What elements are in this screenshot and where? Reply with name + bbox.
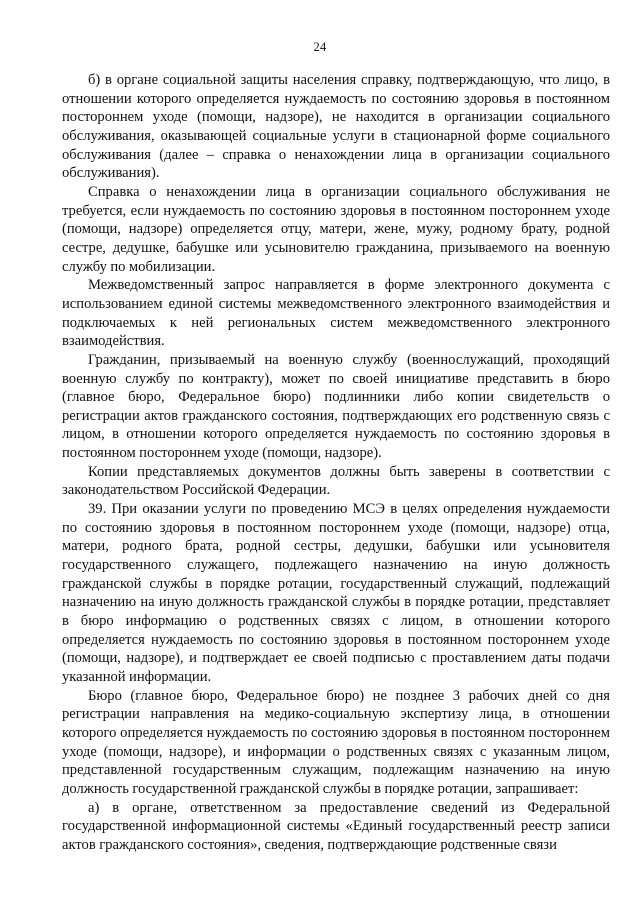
paragraph-a-registry-office: а) в органе, ответственном за предоставление сведений из Федеральной государственной информационной системы «Единый государственный реестр записи актов гражданского состояния», сведения, подтверждающие родственные связи	[62, 799, 610, 853]
paragraph-citizen-originals: Гражданин, призываемый на военную службу (военнослужащий, проходящий военную службу по контракту), может по своей инициативе представить в бюро (главное бюро, Федеральное бюро) подлинники либо копии свидетельств о регистрации актов гражданского состояния, подтверждающих его родственную связь с лицом, в отношении которого определяется нуждаемость по состоянию здоровья в постоянном постороннем уходе (помощи, надзоре).	[62, 351, 610, 462]
paragraph-39-rotation: 39. При оказании услуги по проведению МСЭ в целях определения нуждаемости по состоянию здоровья в постоянном постороннем уходе (помощи, надзоре) отца, матери, родного брата, родной сестры, дедушки, бабушки или усыновителя государственного служащего, подлежащего назначению на иную должность гражданской службы в порядке ротации, государственный служащий, подлежащий назначению на иную должность гражданской службы в порядке ротации, представляет в бюро информацию о родственных связях с лицом, в отношении которого определяется нуждаемость по состоянию здоровья в постоянном постороннем уходе (помощи, надзоре), и подтверждает ее своей подписью с проставлением даты подачи указанной информации.	[62, 501, 610, 685]
page-number: 24	[313, 40, 327, 54]
paragraph-certificate-not-required: Справка о ненахождении лица в организации социального обслуживания не требуется, если нуждаемость по состоянию здоровья в постоянном постороннем уходе (помощи, надзоре) определяется отцу, матери, жене, мужу, родному брату, родной сестре, дедушке, бабушке или усыновителю гражданина, призываемого на военную службу по мобилизации.	[62, 183, 610, 275]
paragraph-bureau-requests: Бюро (главное бюро, Федеральное бюро) не позднее 3 рабочих дней со дня регистрации направления на медико-социальную экспертизу лица, в отношении которого определяется нуждаемость по состоянию здоровья в постоянном постороннем уходе (помощи, надзоре), и информации о родственных связях с указанным лицом, представленной государственным служащим, подлежащим назначению на иную должность государственной гражданской службы в порядке ротации, запрашивает:	[62, 687, 610, 797]
document-body	[62, 71, 610, 855]
paragraph-b-social-protection-certificate: б) в органе социальной защиты населения справку, подтверждающую, что лицо, в отношении которого определяется нуждаемость по состоянию здоровья в постоянном постороннем уходе (помощи, надзоре), не находится в организации социального обслуживания, оказывающей социальные услуги в стационарной форме социального обслуживания (далее – справка о ненахождении лица в организации социального обслуживания).	[62, 72, 610, 182]
paragraph-interdepartmental-request: Межведомственный запрос направляется в форме электронного документа с использованием единой системы межведомственного электронного взаимодействия и подключаемых к ней региональных систем межведомственного электронного взаимодействия.	[62, 277, 610, 350]
paragraph-copies-certified: Копии представляемых документов должны быть заверены в соответствии с законодательством Российской Федерации.	[62, 463, 610, 499]
